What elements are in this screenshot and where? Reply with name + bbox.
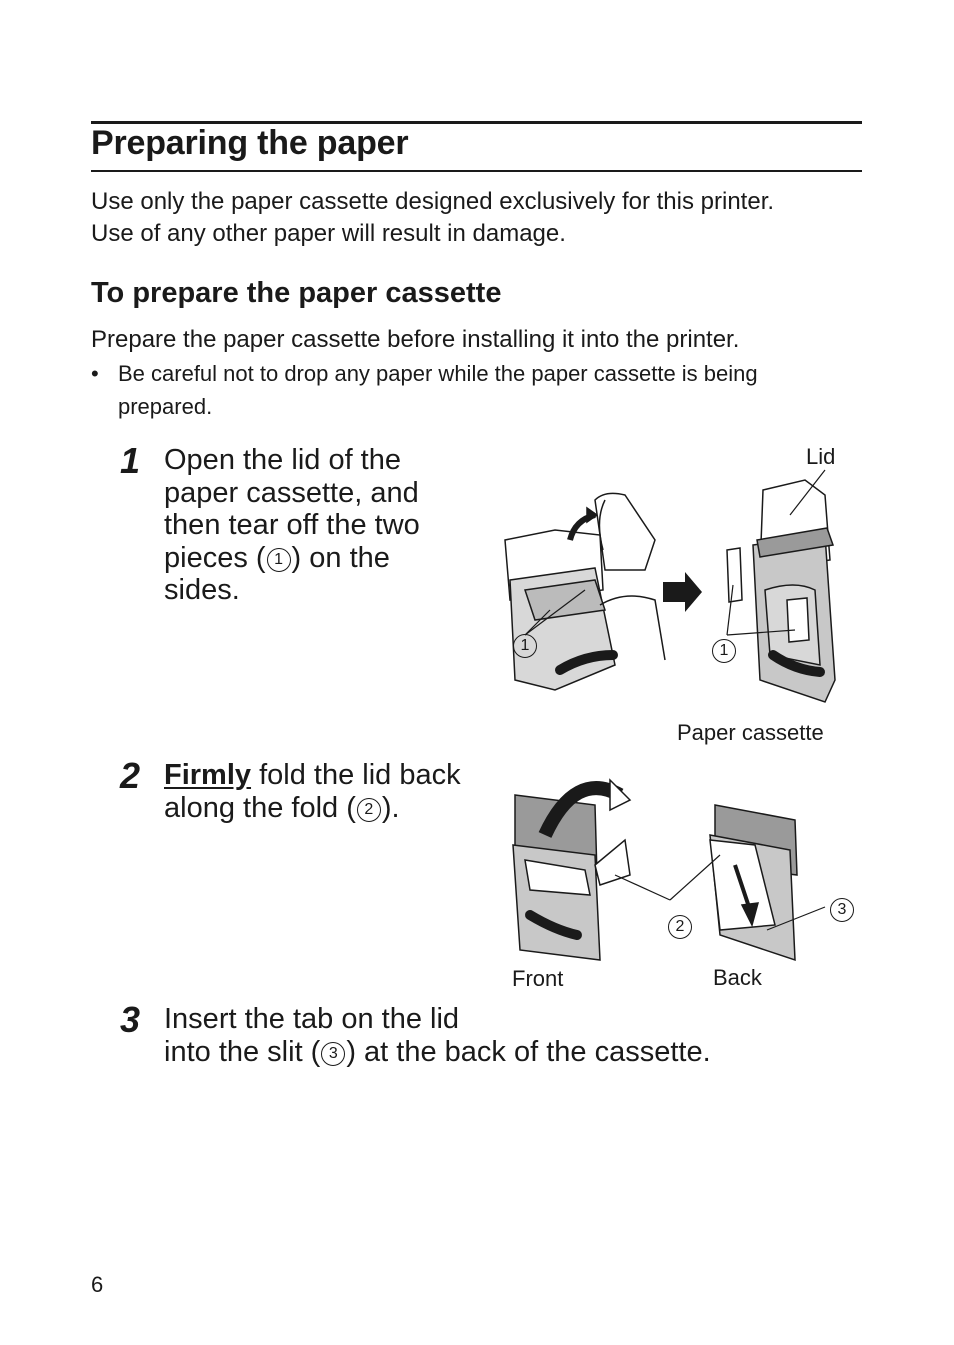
step-2-line-2-pre: along the fold ( — [164, 791, 356, 824]
step-1-line-4-pre: pieces ( — [164, 541, 266, 574]
step-1-number: 1 — [120, 440, 141, 481]
step-1-line-4 — [164, 542, 474, 575]
step-2-line-1-rest: fold the lid back — [251, 759, 461, 791]
figure-2-marker-fold: 2 — [668, 915, 692, 939]
intro-line-2: Use of any other paper will result in damage. — [91, 220, 566, 247]
step-1-line-3: then tear off the two — [164, 509, 420, 541]
bullet-symbol: • — [91, 361, 99, 386]
leader-fold-1 — [615, 875, 670, 900]
page-title: Preparing the paper — [91, 124, 409, 162]
step-3-number: 3 — [120, 999, 141, 1040]
marker-1: 1 — [267, 548, 291, 572]
cassette-with-lid — [727, 480, 835, 702]
figure-1-marker-right: 1 — [712, 639, 736, 663]
step-2-line-2-post: ). — [381, 791, 400, 824]
leader-fold-2 — [670, 855, 720, 900]
intro-line-1: Use only the paper cassette designed exclusively for this printer. — [91, 188, 775, 215]
bullet-line-1: Be careful not to drop any paper while the paper cassette is being — [118, 361, 758, 386]
marker-2: 2 — [357, 798, 381, 822]
intro-paragraph — [91, 186, 871, 250]
prepare-text: Prepare the paper cassette before installing it into the printer. — [91, 326, 740, 353]
figure-1-marker-left: 1 — [513, 634, 537, 658]
step-2-number: 2 — [120, 755, 141, 796]
figure-1-illustration — [495, 440, 875, 740]
cassette-being-torn — [505, 493, 665, 690]
step-1-line-4-post: ) on the — [291, 541, 390, 574]
step-2-line-2 — [164, 792, 494, 825]
cassette-front — [513, 780, 630, 960]
step-1-line-1: Open the lid of the — [164, 444, 401, 476]
step-3-line-2-pre: into the slit ( — [164, 1035, 321, 1068]
step-3-line-2-post: ) at the back of the cassette. — [346, 1035, 711, 1068]
bullet-line-2: prepared. — [118, 394, 213, 419]
figure-2-marker-slit: 3 — [830, 898, 854, 922]
label-front: Front — [512, 966, 564, 991]
step-3-line-1: Insert the tab on the lid — [164, 1003, 460, 1035]
step-1-line-5: sides. — [164, 574, 240, 606]
subsection-title: To prepare the paper cassette — [91, 277, 502, 309]
cassette-back — [710, 805, 797, 960]
right-arrow-icon — [663, 572, 702, 612]
step-2-emphasis: Firmly — [164, 759, 252, 791]
marker-3: 3 — [321, 1042, 345, 1066]
step-3-text — [164, 1003, 884, 1068]
step-1-line-2: paper cassette, and — [164, 476, 419, 509]
label-back: Back — [713, 965, 762, 990]
label-paper-cassette: Paper cassette — [677, 720, 824, 745]
bullet-note — [91, 357, 871, 423]
step-1-text — [164, 444, 474, 607]
step-2-text — [164, 759, 494, 824]
title-bottom-rule — [91, 170, 862, 172]
page-number: 6 — [91, 1272, 104, 1297]
step-3-line-2 — [164, 1036, 884, 1069]
label-lid: Lid — [806, 444, 836, 469]
step-2-line-1 — [164, 759, 494, 792]
